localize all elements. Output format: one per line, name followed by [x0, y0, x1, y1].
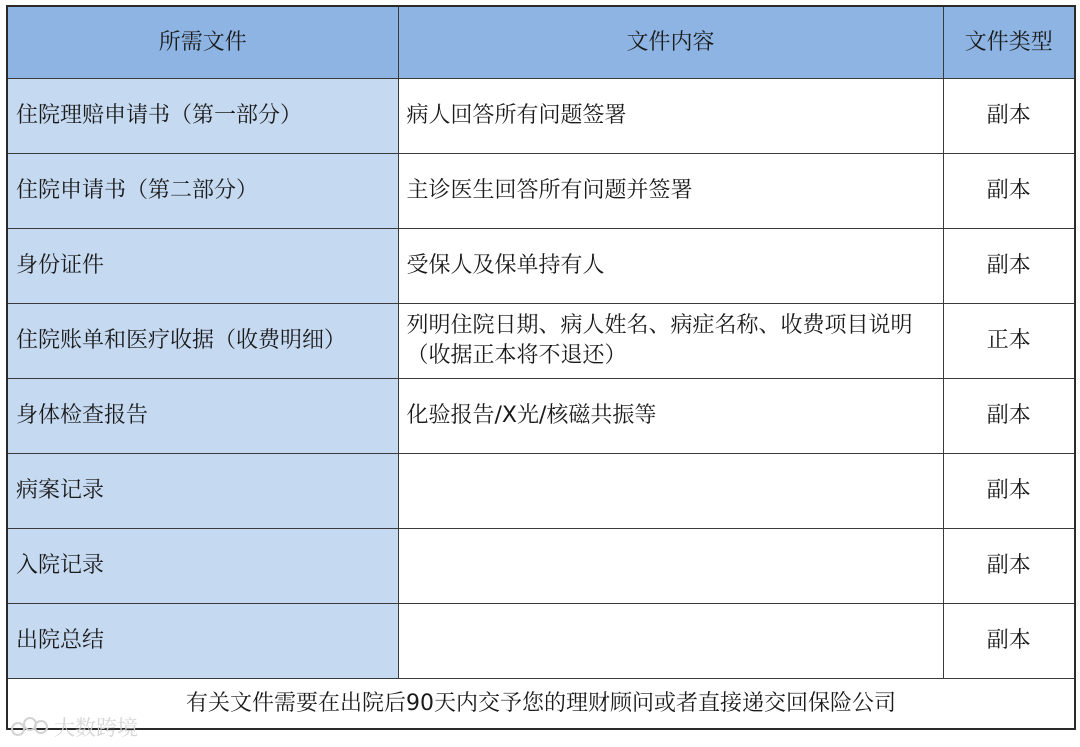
- header-document-content: 文件内容: [398, 6, 943, 79]
- table-row: [7, 79, 1075, 154]
- document-type-cell: 副本: [943, 229, 1075, 304]
- header-document-type: 文件类型: [943, 6, 1075, 79]
- footer-note: 有关文件需要在出院后90天内交予您的理财顾问或者直接递交回保险公司: [7, 679, 1075, 730]
- table-row: [7, 379, 1075, 454]
- required-document-cell: 住院申请书（第二部分）: [7, 154, 398, 229]
- document-content-cell: 列明住院日期、病人姓名、病症名称、收费项目说明（收据正本将不退还）: [398, 304, 943, 379]
- claim-documents-table: [6, 5, 1076, 730]
- document-type-cell: 副本: [943, 79, 1075, 154]
- required-document-cell: 病案记录: [7, 454, 398, 529]
- document-content-cell: 主诊医生回答所有问题并签署: [398, 154, 943, 229]
- required-document-cell: 住院理赔申请书（第一部分）: [7, 79, 398, 154]
- required-document-cell: 入院记录: [7, 529, 398, 604]
- table-row: [7, 304, 1075, 379]
- header-row: [7, 6, 1075, 79]
- table-row: [7, 154, 1075, 229]
- document-content-cell: [398, 604, 943, 679]
- header-required-documents: 所需文件: [7, 6, 398, 79]
- required-document-cell: 出院总结: [7, 604, 398, 679]
- document-type-cell: 正本: [943, 304, 1075, 379]
- document-content-cell: 受保人及保单持有人: [398, 229, 943, 304]
- required-document-cell: 住院账单和医疗收据（收费明细）: [7, 304, 398, 379]
- required-document-cell: 身份证件: [7, 229, 398, 304]
- document-content-cell: [398, 454, 943, 529]
- document-type-cell: 副本: [943, 454, 1075, 529]
- table-body: [7, 79, 1075, 730]
- document-type-cell: 副本: [943, 154, 1075, 229]
- document-type-cell: 副本: [943, 379, 1075, 454]
- table-row: [7, 529, 1075, 604]
- watermark-text: 大数跨境: [54, 716, 138, 740]
- required-document-cell: 身体检查报告: [7, 379, 398, 454]
- document-content-cell: 化验报告/X光/核磁共振等: [398, 379, 943, 454]
- document-type-cell: 副本: [943, 604, 1075, 679]
- document-type-cell: 副本: [943, 529, 1075, 604]
- table-row: [7, 454, 1075, 529]
- document-content-cell: 病人回答所有问题签署: [398, 79, 943, 154]
- table-row: [7, 604, 1075, 679]
- table-row: [7, 229, 1075, 304]
- footer-note-row: [7, 679, 1075, 730]
- document-content-cell: [398, 529, 943, 604]
- table-header: [7, 6, 1075, 79]
